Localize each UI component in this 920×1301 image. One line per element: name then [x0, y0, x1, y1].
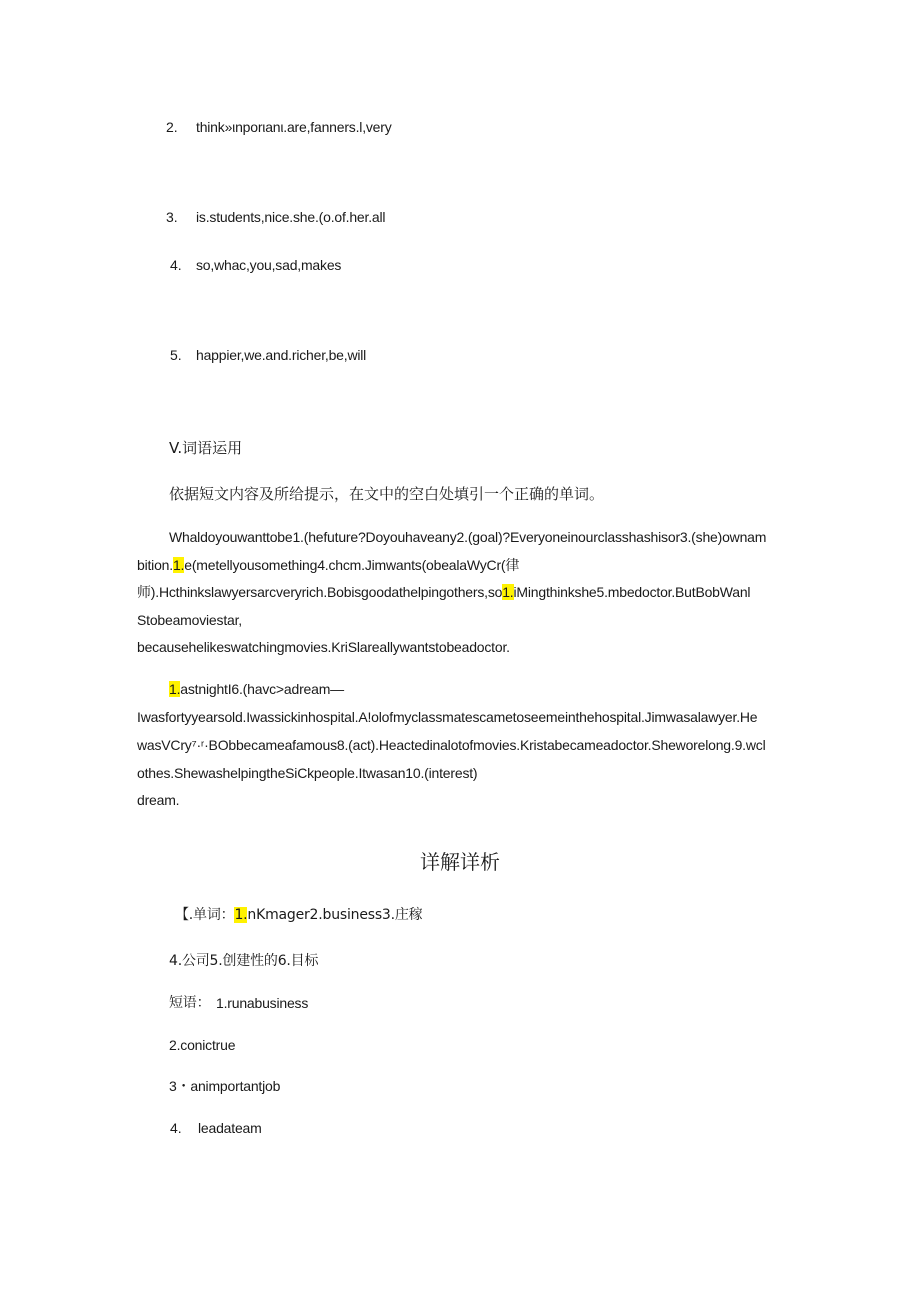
item-number: 4. [170, 257, 182, 273]
reorder-sentence: think»ιnporιanι.are,fanners.l,very [196, 119, 392, 135]
passage-line: wasVCry⁷·ʳ·BObbecameafamous8.(act).Heactedinalotofmovies.Kristabecameadoctor.Sheworelong.9.wcl [137, 737, 766, 753]
reorder-sentence: is.students,nice.she.(o.of.her.all [196, 209, 386, 225]
reorder-sentence: happier,we.and.richer,be,will [196, 347, 367, 363]
phrase-item: leadateam [198, 1120, 262, 1136]
answers-title: 详解详析 [420, 850, 500, 874]
answer-words: 【.单词：1.nKmager2.business3.庄稼 [175, 907, 423, 923]
reorder-sentence: so,whac,you,sad,makes [196, 257, 342, 273]
item-number: 3. [166, 209, 178, 225]
passage-line: becausehelikeswatchingmovies.KriSlareallywantstobeadoctor. [137, 639, 510, 655]
passage-line: Whaldoyouwanttobe1.(hefuture?Doyouhaveany2.(goal)?Everyoneinourclasshashisor3.(she)ownam [169, 529, 767, 545]
phrase-item: 3・animportantjob [169, 1078, 281, 1094]
highlight-mark: 1. [172, 557, 185, 573]
answer-words-line2: 4.公司5.创建性的6.目标 [169, 953, 319, 969]
section-heading: V.词语运用 [169, 439, 243, 457]
phrase-item: 2.conictrue [169, 1037, 236, 1053]
highlight-mark: 1. [502, 584, 514, 600]
passage-line: 1.astnightI6.(havc>adream— [169, 681, 344, 697]
passage-line: bition.1.e(metellyousomething4.chcm.Jimwants(obealaWyCr(律 [137, 557, 520, 573]
passage-line: 师).Hcthinkslawyersarcveryrich.Bobisgoodathelpingothers,so1.iMingthinkshe5.mbedoctor.ButBobWanl [137, 584, 751, 600]
highlight-mark: 1. [169, 681, 181, 697]
passage-line: Stobeamoviestar, [137, 612, 242, 628]
phrase-item: 1.runabusiness [216, 995, 309, 1011]
highlight-mark: 1. [234, 907, 248, 923]
passage-line: dream. [137, 792, 180, 808]
item-number: 5. [170, 347, 182, 363]
passage-line: othes.ShewashelpingtheSiCkpeople.Itwasan10.(interest) [137, 765, 478, 781]
phrases-label: 短语： [169, 995, 211, 1011]
passage-line: Iwasfortyyearsold.Iwassickinhospital.A!olofmyclassmatescametoseemeinthehospital.Jimwasalawyer.He [137, 709, 758, 725]
section-instruction: 依据短文内容及所给提示，在文中的空白处填引一个正确的单词。 [169, 485, 605, 503]
item-number: 4. [170, 1120, 182, 1136]
item-number: 2. [166, 119, 178, 135]
